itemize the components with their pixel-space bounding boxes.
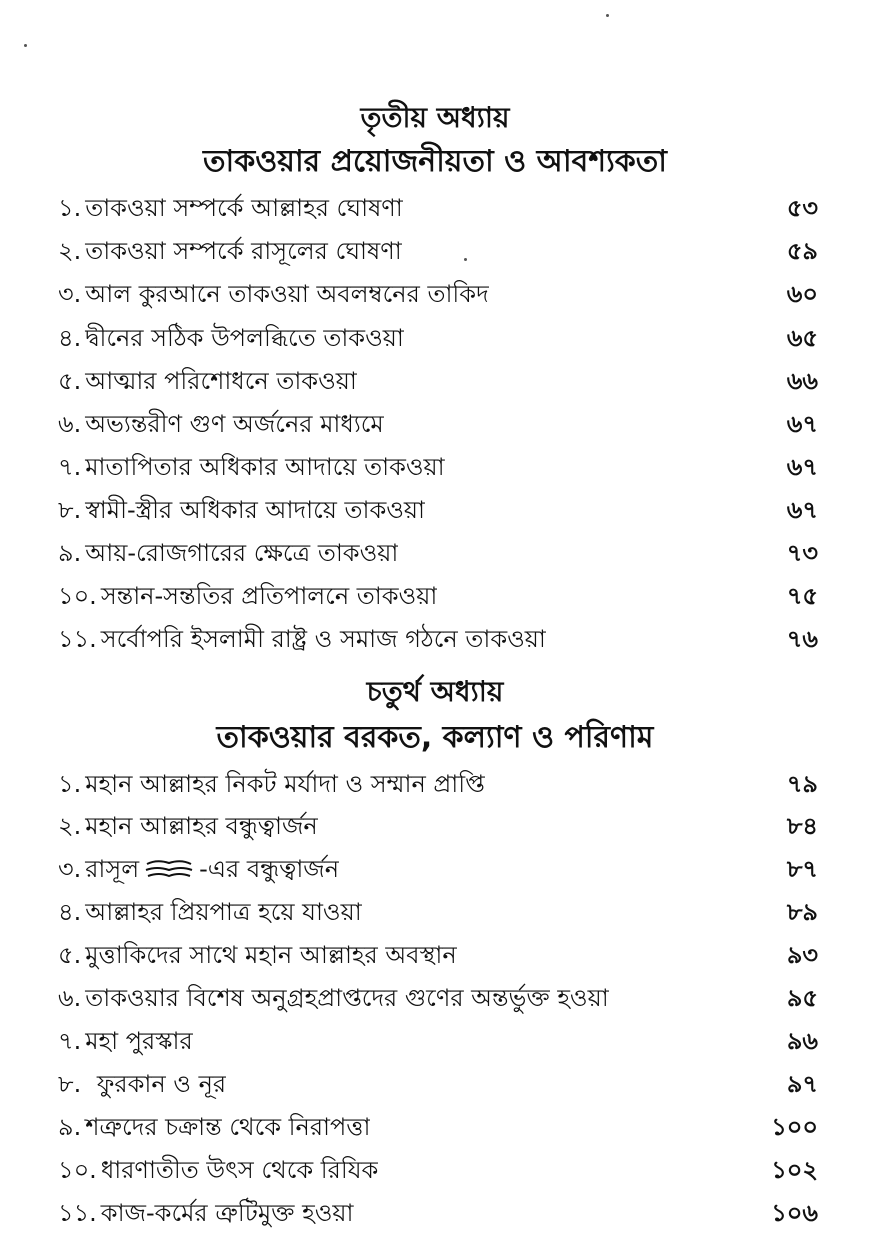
toc-entry[interactable] [58,619,818,659]
paper-speck [24,44,27,47]
entry-page-number: ৮৯ [786,898,818,926]
entry-title: ফুরকান ও নূর [96,1070,227,1098]
entry-page-number: ৯৫ [786,984,818,1012]
entry-title: তাকওয়ার বিশেষ অনুগ্রহপ্রাপ্তদের গুণের অন্তর্ভুক্ত হওয়া [85,984,609,1012]
entry-title-part: রাসূল [85,855,140,883]
entry-number: ৪. [58,898,82,926]
toc-entry[interactable] [58,764,818,804]
entry-number: ১০. [58,582,97,610]
toc-entry[interactable] [58,490,818,530]
entry-page-number: ১০২ [771,1156,818,1184]
entry-page-number: ৬৭ [786,453,818,481]
entry-page-number: ৬৭ [786,496,818,524]
paper-speck [606,14,609,17]
entry-title: মাতাপিতার অধিকার আদায়ে তাকওয়া [85,453,445,481]
toc-entry[interactable] [58,935,818,975]
entry-page-number: ৫৯ [786,237,818,265]
entry-number: ১১. [58,625,97,653]
entry-number: ৯. [58,1113,82,1141]
entry-number: ৪. [58,324,82,352]
toc-entry[interactable] [58,1193,818,1233]
entry-number: ৩. [58,855,82,883]
entry-title: তাকওয়া সম্পর্কে রাসূলের ঘোষণা [85,237,402,265]
entry-number: ২. [58,237,82,265]
entry-page-number: ৮৪ [786,812,818,840]
entry-number: ১০. [58,1156,97,1184]
entry-page-number: ৬৭ [786,410,818,438]
entry-number: ৮. [58,1070,82,1098]
toc-entry[interactable] [58,188,818,228]
entry-title: ধারণাতীত উৎস থেকে রিযিক [100,1156,379,1184]
entry-title: আত্মার পরিশোধনে তাকওয়া [85,367,357,395]
toc-entry[interactable] [58,892,818,932]
entry-page-number: ৯৭ [786,1070,818,1098]
toc-entry[interactable] [58,806,818,846]
salawat-seal-icon [143,858,195,880]
entry-page-number: ৭৯ [786,770,818,798]
entry-number: ৬. [58,984,82,1012]
entry-page-number: ৭৫ [786,582,818,610]
entry-page-number: ৭৬ [786,625,818,653]
entry-title: স্বামী-স্ত্রীর অধিকার আদায়ে তাকওয়া [85,496,426,524]
entry-title: আয়-রোজগারের ক্ষেত্রে তাকওয়া [85,539,399,567]
chapter-4-title: চতুর্থ অধ্যায় [366,675,504,708]
entry-page-number: ৮৭ [786,855,818,883]
entry-number: ১. [58,770,82,798]
toc-entry[interactable] [58,978,818,1018]
entry-number: ৬. [58,410,82,438]
toc-entry[interactable] [58,576,818,616]
toc-entry[interactable] [58,1021,818,1061]
entry-number: ৫. [58,941,82,969]
entry-title: সন্তান-সন্ততির প্রতিপালনে তাকওয়া [100,582,438,610]
entry-title: দ্বীনের সঠিক উপলব্ধিতে তাকওয়া [85,324,404,352]
toc-entry[interactable] [58,849,818,889]
toc-entry[interactable] [58,231,818,271]
chapter-3-title: তৃতীয় অধ্যায় [360,101,510,134]
entry-page-number: ১০৬ [771,1199,818,1227]
entry-title: মহান আল্লাহর নিকট মর্যাদা ও সম্মান প্রাপ্তি [85,770,485,798]
entry-page-number: ৭৩ [786,539,818,567]
toc-entry[interactable] [58,533,818,573]
entry-page-number: ৬৬ [786,367,818,395]
toc-entry[interactable] [58,404,818,444]
entry-number: ১. [58,194,82,222]
toc-entry[interactable] [58,361,818,401]
entry-title: আল্লাহর প্রিয়পাত্র হয়ে যাওয়া [85,898,362,926]
chapter-3-subtitle: তাকওয়ার প্রয়োজনীয়তা ও আবশ্যকতা [203,144,667,179]
entry-number: ৩. [58,280,82,308]
entry-title: অভ্যন্তরীণ গুণ অর্জনের মাধ্যমে [85,410,384,438]
entry-number: ৯. [58,539,82,567]
toc-entry[interactable] [58,1150,818,1190]
toc-entry[interactable] [58,1107,818,1147]
entry-number: ১১. [58,1199,97,1227]
entry-title: মুত্তাকিদের সাথে মহান আল্লাহর অবস্থান [85,941,457,969]
entry-title: শত্রুদের চক্রান্ত থেকে নিরাপত্তা [85,1113,371,1141]
entry-title: মহান আল্লাহর বন্ধুত্বার্জন [85,812,318,840]
entry-title: সর্বোপরি ইসলামী রাষ্ট্র ও সমাজ গঠনে তাকওয়া [100,625,546,653]
entry-title: তাকওয়া সম্পর্কে আল্লাহর ঘোষণা [85,194,403,222]
entry-page-number: ১০০ [771,1113,818,1141]
entry-number: ৭. [58,1027,82,1055]
toc-entry[interactable] [58,318,818,358]
toc-entry[interactable] [58,274,818,314]
entry-page-number: ৫৩ [786,194,818,222]
entry-title: কাজ-কর্মের ত্রুটিমুক্ত হওয়া [100,1199,354,1227]
entry-page-number: ৯৬ [786,1027,818,1055]
entry-number: ২. [58,812,82,840]
entry-page-number: ৬০ [786,280,818,308]
entry-title-part: -এর বন্ধুত্বার্জন [199,855,340,883]
entry-number: ৭. [58,453,82,481]
toc-entry[interactable] [58,1064,818,1104]
entry-number: ৮. [58,496,82,524]
entry-title: মহা পুরস্কার [85,1027,193,1055]
chapter-4-subtitle: তাকওয়ার বরকত, কল্যাণ ও পরিণাম [216,720,654,755]
entry-number: ৫. [58,367,82,395]
entry-page-number: ৯৩ [786,941,818,969]
entry-title: আল কুরআনে তাকওয়া অবলম্বনের তাকিদ [85,280,489,308]
toc-entry[interactable] [58,447,818,487]
entry-page-number: ৬৫ [786,324,818,352]
